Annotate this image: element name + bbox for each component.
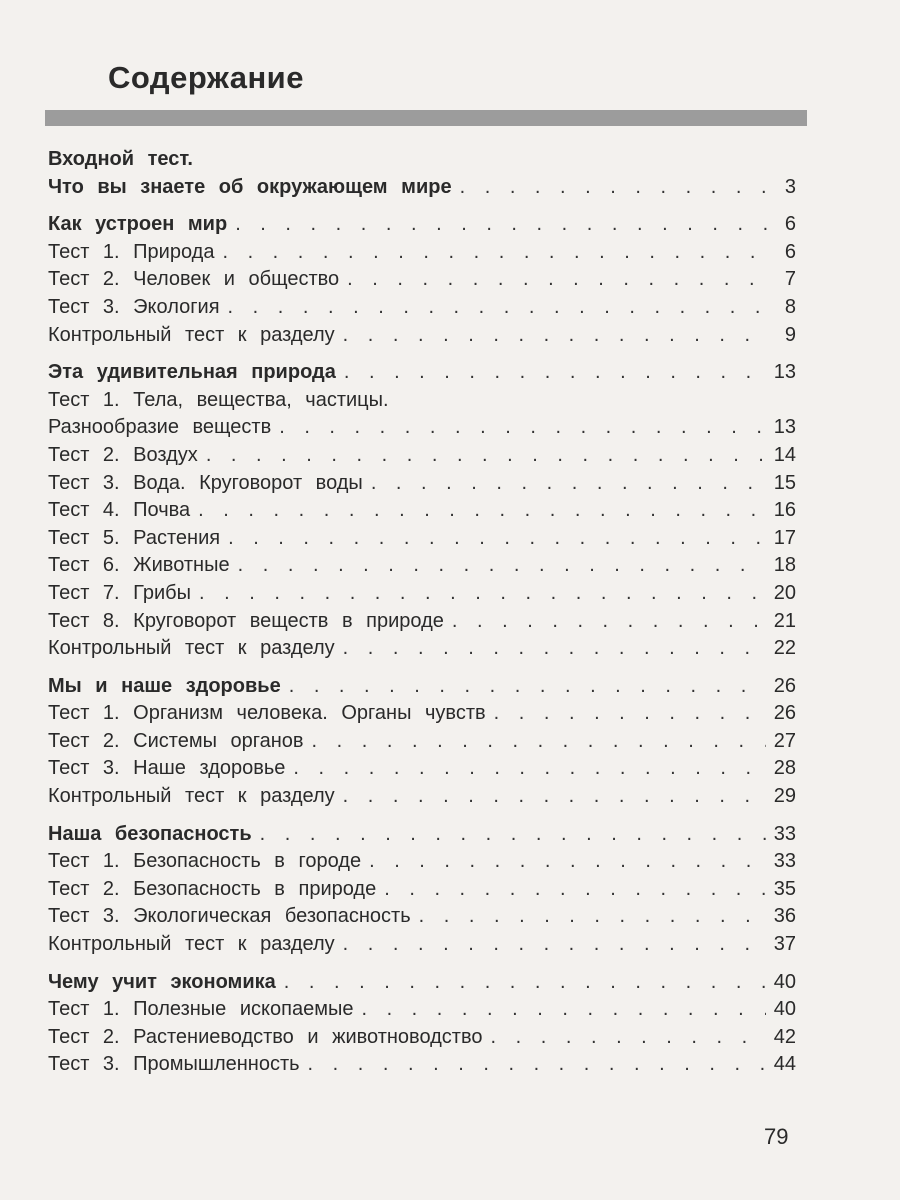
toc-entry-title: Контрольный тест к разделу (48, 323, 335, 346)
toc-section-title: Что вы знаете об окружающем мире (48, 175, 452, 198)
toc-entry-row (48, 497, 796, 525)
dot-leader (206, 442, 766, 470)
toc-page-number: 3 (784, 175, 796, 198)
toc-entry-title: Контрольный тест к разделу (48, 933, 335, 956)
toc-page-number: 18 (773, 554, 796, 577)
toc-page-number: 26 (773, 702, 796, 725)
toc-section-title: Мы и наше здоровье (48, 674, 281, 697)
dot-leader (369, 848, 766, 876)
toc-entry-title: Тест 3. Экология (48, 295, 220, 318)
toc-page-number: 26 (773, 674, 796, 697)
dot-leader (238, 552, 766, 580)
toc-section-row (48, 359, 796, 387)
toc-page-number: 28 (773, 757, 796, 780)
toc-entry-title: Тест 1. Тела, вещества, частицы. (48, 388, 389, 411)
toc-entry-title: Тест 1. Организм человека. Органы чувств (48, 702, 486, 725)
dot-leader (371, 470, 766, 498)
toc-entry-title: Тест 6. Животные (48, 554, 230, 577)
dot-leader (289, 673, 766, 701)
dot-leader (293, 755, 765, 783)
toc-entry-row (48, 755, 796, 783)
dot-leader (419, 903, 766, 931)
toc-entry-row (48, 903, 796, 931)
toc-entry-row (48, 552, 796, 580)
toc-page-number: 44 (773, 1053, 796, 1076)
toc-section-title: Чему учит экономика (48, 970, 276, 993)
dot-leader (491, 1024, 766, 1052)
toc-page-number: 6 (784, 240, 796, 263)
dot-leader (284, 969, 766, 997)
toc-entry-title: Тест 3. Вода. Круговорот воды (48, 471, 363, 494)
toc-page-number: 42 (773, 1025, 796, 1048)
toc-section-row (48, 211, 796, 239)
toc-entry-title: Тест 4. Почва (48, 499, 191, 522)
toc-section-title: Наша безопасность (48, 822, 252, 845)
dot-leader (279, 414, 766, 442)
toc-page-number: 17 (773, 526, 796, 549)
toc-entry-title: Тест 2. Воздух (48, 443, 198, 466)
toc-entry-title: Тест 8. Круговорот веществ в природе (48, 609, 444, 632)
toc-entry-title: Тест 3. Промышленность (48, 1053, 300, 1076)
dot-leader (361, 996, 765, 1024)
title-underline-bar (45, 110, 807, 126)
dot-leader (343, 931, 766, 959)
toc-entry-title: Тест 2. Безопасность в природе (48, 877, 377, 900)
toc-section-title: Входной тест. (48, 148, 193, 170)
dot-leader (228, 525, 766, 553)
toc-entry-title: Тест 5. Растения (48, 526, 221, 549)
toc-page-number: 27 (773, 729, 796, 752)
toc-section-row (48, 821, 796, 849)
dot-leader (347, 266, 768, 294)
toc-page-number: 14 (773, 443, 796, 466)
toc-entry-title: Тест 2. Растениеводство и животноводство (48, 1025, 483, 1048)
toc-page-number: 21 (773, 609, 796, 632)
dot-leader (384, 876, 766, 904)
toc-entry-title: Тест 1. Безопасность в городе (48, 850, 362, 873)
toc-entry-row (48, 783, 796, 811)
toc-entry-row (48, 387, 796, 415)
toc-page-number: 40 (773, 998, 796, 1021)
toc-entry-row (48, 608, 796, 636)
toc-page-number: 13 (773, 361, 796, 384)
dot-leader (199, 580, 766, 608)
toc-entry-row (48, 266, 796, 294)
toc-page-number: 33 (773, 822, 796, 845)
dot-leader (460, 174, 768, 202)
dot-leader (343, 635, 766, 663)
toc-section-title: Эта удивительная природа (48, 361, 336, 384)
toc-page-number: 6 (784, 213, 796, 236)
dot-leader (198, 497, 766, 525)
page-title: Содержание (108, 60, 304, 95)
dot-leader (222, 239, 768, 267)
toc-section-row (48, 146, 796, 174)
toc-entry-row (48, 525, 796, 553)
toc-entry-title: Тест 7. Грибы (48, 581, 192, 604)
toc-page-number: 37 (773, 933, 796, 956)
dot-leader (308, 1051, 766, 1079)
toc-entry-row (48, 239, 796, 267)
toc-entry-row (48, 728, 796, 756)
toc-page-number: 36 (773, 905, 796, 928)
toc-entry-title: Контрольный тест к разделу (48, 637, 335, 660)
table-of-contents (48, 146, 796, 1079)
toc-entry-row (48, 322, 796, 350)
toc-entry-row (48, 931, 796, 959)
dot-leader (494, 700, 766, 728)
toc-entry-row (48, 635, 796, 663)
dot-leader (343, 322, 768, 350)
toc-page-number: 22 (773, 637, 796, 660)
toc-page-number: 7 (784, 268, 796, 291)
toc-section-row (48, 673, 796, 701)
dot-leader (343, 783, 766, 811)
footer-page-number: 79 (764, 1124, 789, 1149)
toc-entry-row (48, 1051, 796, 1079)
toc-entry-row (48, 442, 796, 470)
toc-section-row (48, 174, 796, 202)
toc-page-number: 15 (773, 471, 796, 494)
toc-page-number: 9 (784, 323, 796, 346)
toc-entry-row (48, 470, 796, 498)
toc-page-number: 35 (773, 877, 796, 900)
toc-page-number: 8 (784, 295, 796, 318)
dot-leader (312, 728, 766, 756)
toc-entry-title: Тест 3. Экологическая безопасность (48, 905, 411, 928)
toc-entry-title: Тест 3. Наше здоровье (48, 757, 286, 780)
toc-section-title: Как устроен мир (48, 213, 228, 236)
toc-entry-row (48, 848, 796, 876)
toc-entry-title: Тест 2. Человек и общество (48, 268, 340, 291)
dot-leader (228, 294, 768, 322)
toc-entry-title: Контрольный тест к разделу (48, 785, 335, 808)
dot-leader (235, 211, 768, 239)
toc-section-row (48, 969, 796, 997)
toc-entry-row (48, 1024, 796, 1052)
dot-leader (344, 359, 766, 387)
toc-page-number: 16 (773, 499, 796, 522)
toc-entry-row (48, 414, 796, 442)
toc-page-number: 40 (773, 970, 796, 993)
toc-entry-title: Тест 2. Системы органов (48, 729, 304, 752)
toc-page-number: 13 (773, 416, 796, 439)
toc-page-number: 29 (773, 785, 796, 808)
toc-entry-row (48, 580, 796, 608)
toc-entry-title: Разнообразие веществ (48, 416, 272, 439)
toc-entry-title: Тест 1. Полезные ископаемые (48, 998, 354, 1021)
toc-entry-row (48, 996, 796, 1024)
toc-page-number: 20 (773, 581, 796, 604)
toc-entry-title: Тест 1. Природа (48, 240, 215, 263)
dot-leader (260, 821, 766, 849)
dot-leader (452, 608, 766, 636)
toc-entry-row (48, 876, 796, 904)
toc-entry-row (48, 294, 796, 322)
toc-page-number: 33 (773, 850, 796, 873)
toc-entry-row (48, 700, 796, 728)
